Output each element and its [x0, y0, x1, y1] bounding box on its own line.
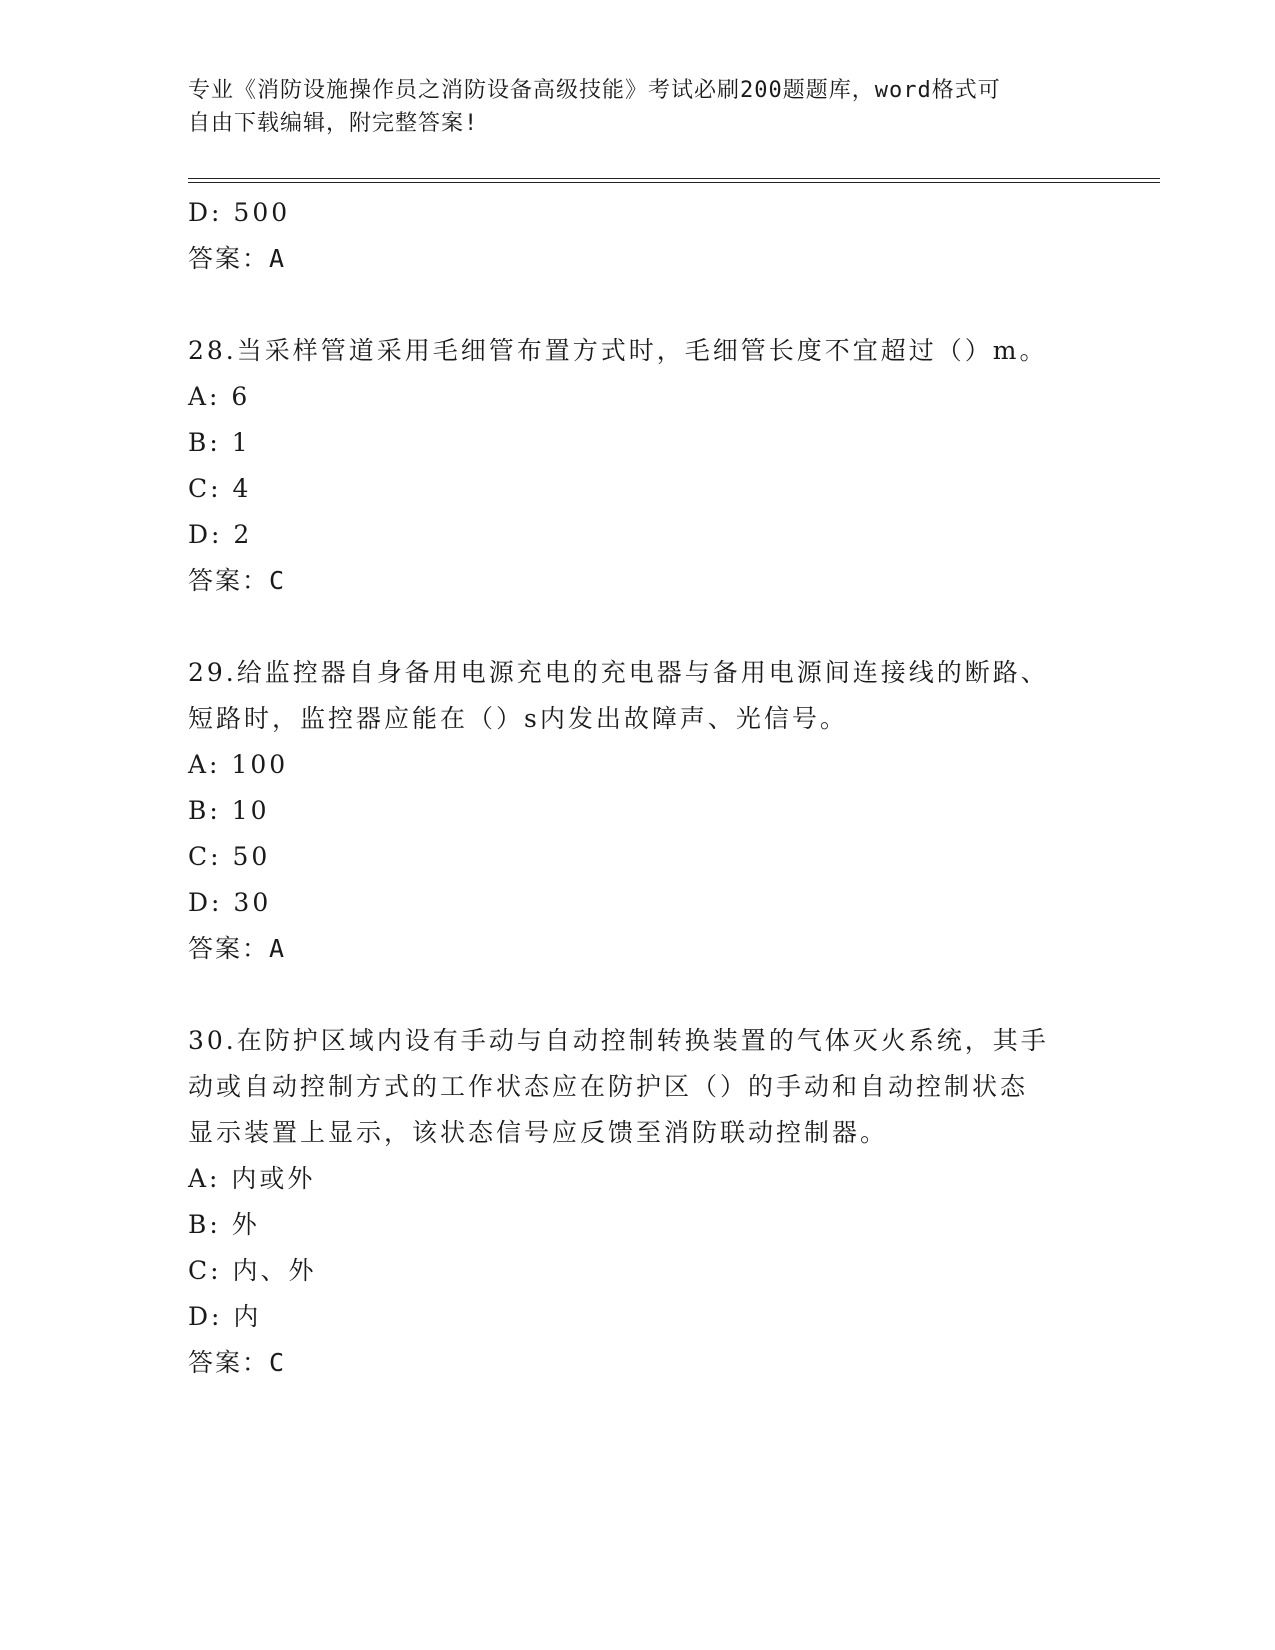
prev-option-d: D: 500	[188, 198, 291, 227]
spacer	[188, 604, 1088, 650]
prev-answer: 答案：A	[188, 244, 287, 273]
question-30-answer: 答案：C	[188, 1348, 287, 1377]
question-29-text-line-2: 短路时，监控器应能在（）s内发出故障声、光信号。	[188, 704, 848, 733]
question-28-text: 28.当采样管道采用毛细管布置方式时，毛细管长度不宜超过（）m。	[188, 336, 1048, 365]
question-29-option-c: C: 50	[188, 842, 271, 871]
page-header	[188, 74, 1088, 140]
question-30-text-line-1: 30.在防护区域内设有手动与自动控制转换装置的气体灭火系统，其手	[188, 1026, 1049, 1055]
question-30	[188, 1018, 1088, 1386]
header-line-2: 自由下载编辑，附完整答案!	[188, 111, 479, 136]
question-29-option-d: D: 30	[188, 888, 272, 917]
question-28-option-c: C: 4	[188, 474, 252, 503]
question-30-option-d: D: 内	[188, 1302, 262, 1331]
question-28	[188, 328, 1088, 604]
question-30-option-a: A: 内或外	[188, 1164, 316, 1193]
question-29-option-b: B: 10	[188, 796, 270, 825]
question-30-option-b: B: 外	[188, 1210, 260, 1239]
question-30-option-c: C: 内、外	[188, 1256, 317, 1285]
question-29-answer: 答案：A	[188, 934, 287, 963]
question-29-option-a: A: 100	[188, 750, 289, 779]
question-content	[188, 190, 1088, 1386]
question-28-option-a: A: 6	[188, 382, 251, 411]
question-30-text-line-3: 显示装置上显示，该状态信号应反馈至消防联动控制器。	[188, 1118, 889, 1147]
question-28-option-d: D: 2	[188, 520, 253, 549]
question-28-option-b: B: 1	[188, 428, 251, 457]
question-30-text-line-2: 动或自动控制方式的工作状态应在防护区（）的手动和自动控制状态	[188, 1072, 1029, 1101]
header-divider	[188, 178, 1160, 183]
spacer	[188, 972, 1088, 1018]
spacer	[188, 282, 1088, 328]
question-29	[188, 650, 1088, 972]
header-line-1: 专业《消防设施操作员之消防设备高级技能》考试必刷200题题库，word格式可	[188, 78, 1001, 103]
question-28-answer: 答案：C	[188, 566, 287, 595]
question-29-text-line-1: 29.给监控器自身备用电源充电的充电器与备用电源间连接线的断路、	[188, 658, 1049, 687]
